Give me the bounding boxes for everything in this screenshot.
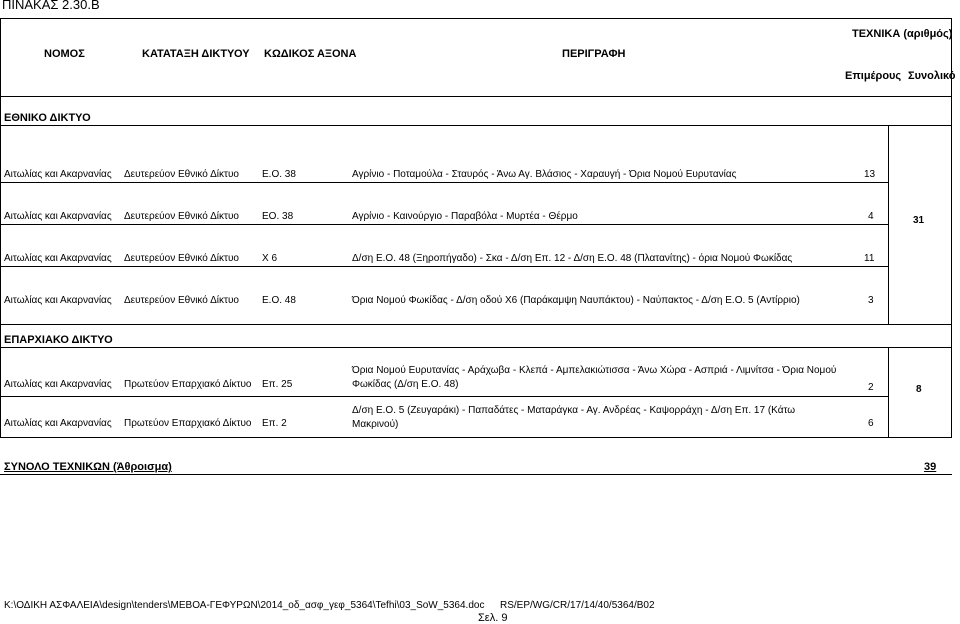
cell-epimerous: 13 — [864, 169, 876, 180]
header-synoliko: Συνολικό — [908, 70, 956, 82]
grand-total-border — [0, 474, 952, 475]
footer-page: Σελ. 9 — [478, 612, 508, 624]
cell-kataxi: Δευτερεύον Εθνικό Δίκτυο — [124, 211, 239, 222]
grand-total-value: 39 — [924, 461, 937, 473]
total-column-divider — [888, 126, 889, 325]
header-kataxi: ΚΑΤΑΤΑΞΗ ΔΙΚΤΥΟΥ — [142, 48, 250, 60]
header-bottom-border — [0, 96, 952, 97]
cell-epimerous: 2 — [868, 382, 874, 393]
section-title-provincial: ΕΠΑΡΧΙΑΚΟ ΔΙΚΤΥΟ — [4, 334, 113, 346]
grand-total-label: ΣΥΝΟΛΟ ΤΕΧΝΙΚΩΝ (Άθροισμα) — [4, 461, 172, 473]
section-total-provincial: 8 — [916, 384, 922, 395]
header-top-border — [0, 18, 952, 19]
cell-kataxi: Δευτερεύον Εθνικό Δίκτυο — [124, 253, 239, 264]
footer-code: RS/EP/WG/CR/17/14/40/5364/B02 — [500, 600, 655, 611]
cell-kodikos: Χ 6 — [262, 253, 278, 264]
cell-perigrafi: Όρια Νομού Ευρυτανίας - Αράχωβα - Κλεπά - Αμπελακιώτισσα - Άνω Χώρα - Ασπριά - Λιμνίτσα - Όρια Νομού Φωκίδας (Δ/ση Ε.Ο. 48) — [352, 365, 837, 390]
cell-nomos: Αιτωλίας και Ακαρνανίας — [4, 169, 112, 180]
header-epimerous: Επιμέρους — [845, 70, 902, 82]
section-end-border — [0, 437, 952, 438]
table-left-border — [0, 324, 1, 438]
header-perigrafi: ΠΕΡΙΓΡΑΦΗ — [562, 48, 626, 60]
page-title: ΠΙΝΑΚΑΣ 2.30.Β — [2, 0, 100, 12]
cell-nomos: Αιτωλίας και Ακαρνανίας — [4, 379, 112, 390]
cell-perigrafi: Αγρίνιο - Καινούργιο - Παραβόλα - Μυρτέα - Θέρμο — [352, 211, 578, 222]
cell-nomos: Αιτωλίας και Ακαρνανίας — [4, 253, 112, 264]
footer-path: K:\ΟΔΙΚΗ ΑΣΦΑΛΕΙΑ\design\tenders\ΜΕΒΟΑ-ΓΕΦΥΡΩΝ\2014_οδ_ασφ_γεφ_5364\Tefhi\03_SoW_5364.doc — [4, 600, 485, 611]
table-right-border — [951, 96, 952, 325]
cell-perigrafi: Δ/ση Ε.Ο. 5 (Ζευγαράκι) - Παπαδάτες - Ματαράγκα - Αγ. Ανδρέας - Καψορράχη - Δ/ση Επ. 17 (Κάτω Μακρινού) — [352, 405, 796, 430]
header-technika: ΤΕΧΝΙΚΑ (αριθμός) — [852, 28, 953, 40]
cell-nomos: Αιτωλίας και Ακαρνανίας — [4, 418, 112, 429]
cell-nomos: Αιτωλίας και Ακαρνανίας — [4, 295, 112, 306]
header-kodikos: ΚΩΔΙΚΟΣ ΑΞΟΝΑ — [264, 48, 357, 60]
cell-epimerous: 6 — [868, 418, 874, 429]
row-divider — [0, 396, 888, 397]
cell-kodikos: Επ. 2 — [262, 418, 287, 429]
cell-kataxi: Δευτερεύον Εθνικό Δίκτυο — [124, 295, 239, 306]
row-divider — [0, 182, 888, 183]
cell-epimerous: 11 — [864, 253, 875, 264]
cell-epimerous: 3 — [868, 295, 874, 306]
cell-nomos: Αιτωλίας και Ακαρνανίας — [4, 211, 112, 222]
cell-kodikos: Ε.Ο. 48 — [262, 295, 296, 306]
cell-epimerous: 4 — [868, 211, 874, 222]
cell-kodikos: Ε.Ο. 38 — [262, 169, 296, 180]
table-left-border — [0, 96, 1, 325]
cell-kataxi: Πρωτεύον Επαρχιακό Δίκτυο — [124, 418, 252, 429]
cell-perigrafi: Αγρίνιο - Ποταμούλα - Σταυρός - Άνω Αγ. Βλάσιος - Χαραυγή - Όρια Νομού Ευρυτανίας — [352, 169, 737, 180]
section-end-border — [0, 324, 952, 325]
section-title-national: ΕΘΝΙΚΟ ΔΙΚΤΥΟ — [4, 112, 91, 124]
cell-kodikos: Επ. 25 — [262, 379, 293, 390]
header-left-border — [0, 18, 1, 97]
cell-kataxi: Δευτερεύον Εθνικό Δίκτυο — [124, 169, 239, 180]
row-divider — [0, 266, 888, 267]
table-right-border — [951, 324, 952, 438]
row-divider — [0, 224, 888, 225]
total-column-divider — [888, 348, 889, 438]
cell-perigrafi: Όρια Νομού Φωκίδας - Δ/ση οδού Χ6 (Παράκαμψη Ναυπάκτου) - Ναύπακτος - Δ/ση Ε.Ο. 5 (Αντίρριο) — [352, 295, 800, 306]
cell-kodikos: ΕΟ. 38 — [262, 211, 294, 222]
cell-kataxi: Πρωτεύον Επαρχιακό Δίκτυο — [124, 379, 252, 390]
section-divider — [0, 347, 952, 348]
header-nomos: ΝΟΜΟΣ — [44, 48, 85, 60]
cell-perigrafi: Δ/ση Ε.Ο. 48 (Ξηροπήγαδο) - Σκα - Δ/ση Επ. 12 - Δ/ση Ε.Ο. 48 (Πλατανίτης) - όρια Νομού Φωκίδας — [352, 253, 793, 264]
section-total-national: 31 — [913, 215, 925, 226]
section-divider — [0, 125, 952, 126]
